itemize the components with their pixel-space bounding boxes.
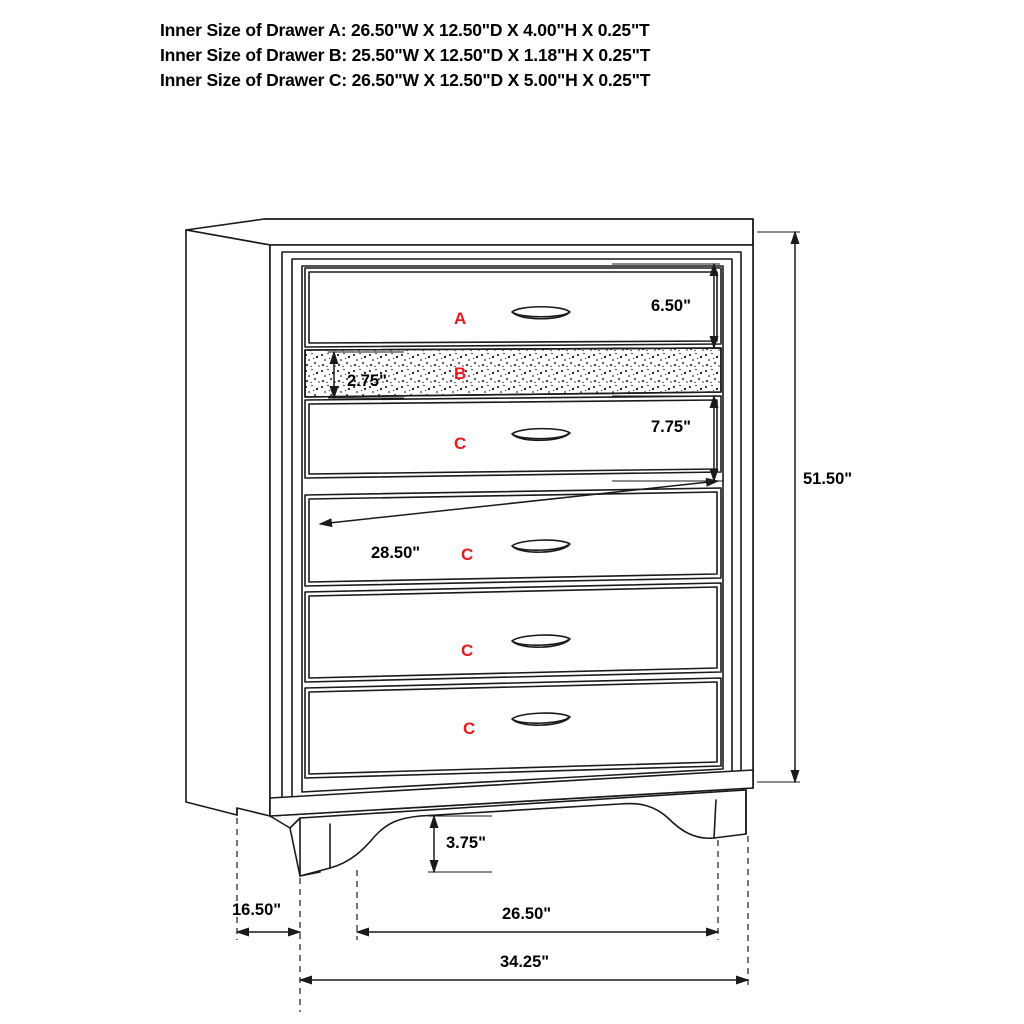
dim-depth: 16.50" — [232, 901, 282, 919]
dim-overall-height: 51.50" — [803, 470, 853, 488]
dim-drawer-b-height: 2.75" — [347, 372, 387, 390]
drawer-callout-c2: C — [461, 545, 474, 564]
dim-leg-height: 3.75" — [446, 834, 486, 852]
drawer-callout-b: B — [454, 364, 467, 383]
dim-drawer-c-height: 7.75" — [651, 418, 691, 436]
drawer-callout-c4: C — [463, 719, 476, 738]
dim-drawer-front-width: 28.50" — [371, 544, 421, 562]
drawer-callout-a: A — [454, 309, 467, 328]
drawer-spec-b: Inner Size of Drawer B: 25.50"W X 12.50"D X 1.18"H X 0.25"T — [160, 45, 651, 65]
drawer-callout-c1: C — [454, 434, 467, 453]
drawer-spec-a: Inner Size of Drawer A: 26.50"W X 12.50"D X 4.00"H X 0.25"T — [160, 20, 650, 40]
dim-overall-width: 34.25" — [500, 953, 550, 971]
dim-inner-width: 26.50" — [502, 905, 552, 923]
drawer-callout-c3: C — [461, 641, 474, 660]
dim-drawer-a-height: 6.50" — [651, 297, 691, 315]
drawer-spec-c: Inner Size of Drawer C: 26.50"W X 12.50"D X 5.00"H X 0.25"T — [160, 70, 651, 90]
